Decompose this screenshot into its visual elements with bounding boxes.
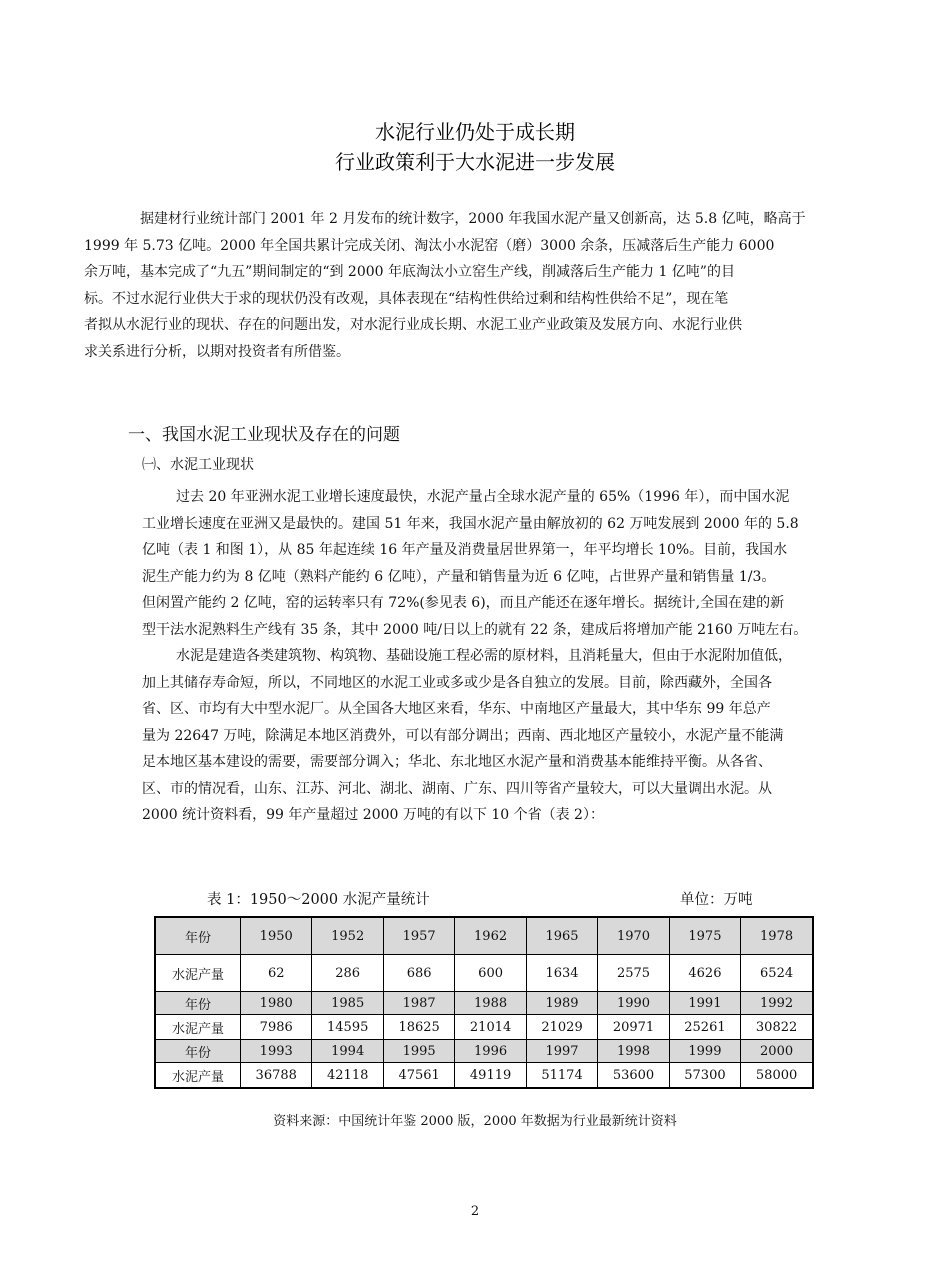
- body-line: 区、市的情况看，山东、江苏、河北、湖北、湖南、广东、四川等省产量较大，可以大量调出水泥。从: [142, 780, 772, 797]
- table-cell: 18625: [383, 1015, 454, 1040]
- table-cell: 1990: [598, 992, 669, 1015]
- body-line: 工业增长速度在亚洲又是最快的。建国 51 年来，我国水泥产量由解放初的 62 万吨发展到 2000 年的 5.8: [142, 515, 799, 532]
- table-cell: 14595: [312, 1015, 383, 1040]
- table-cell: 1980: [241, 992, 312, 1015]
- body-line: 型干法水泥熟料生产线有 35 条，其中 2000 吨/日以上的就有 22 条，建成后将增加产能 2160 万吨左右。: [142, 621, 808, 638]
- intro-line: 据建材行业统计部门 2001 年 2 月发布的统计数字，2000 年我国水泥产量又创新高，达 5.8 亿吨，略高于: [140, 211, 806, 227]
- row-label-value: 水泥产量: [155, 955, 241, 992]
- table-cell: 6524: [741, 955, 813, 992]
- table-row-values: [155, 1063, 813, 1089]
- table-cell: 1987: [383, 992, 454, 1015]
- table-cell: 1995: [383, 1040, 454, 1063]
- document-title-line1: 水泥行业仍处于成长期: [375, 120, 575, 144]
- table-cell: 20971: [598, 1015, 669, 1040]
- intro-line: 求关系进行分析，以期对投资者有所借鉴。: [84, 343, 350, 360]
- table-cell: 1989: [526, 992, 597, 1015]
- table-cell: 1952: [312, 917, 383, 955]
- table-cell: 30822: [741, 1015, 813, 1040]
- table-cell: 49119: [455, 1063, 526, 1089]
- body-line: 但闲置产能约 2 亿吨，窑的运转率只有 72%(参见表 6)，而且产能还在逐年增长。据统计,全国在建的新: [142, 595, 785, 611]
- table-row-years: [155, 1040, 813, 1063]
- table-row-years: [155, 992, 813, 1015]
- table-cell: 1999: [669, 1040, 740, 1063]
- table-cell: 1965: [526, 917, 597, 955]
- table-cell: 286: [312, 955, 383, 992]
- table-cell: 1988: [455, 992, 526, 1015]
- table-row-values: [155, 955, 813, 992]
- table-cell: 1997: [526, 1040, 597, 1063]
- table-cell: 36788: [241, 1063, 312, 1089]
- table-cell: 21014: [455, 1015, 526, 1040]
- cement-production-table: [154, 916, 814, 1089]
- table-row-years: [155, 917, 813, 955]
- section-heading: 一、我国水泥工业现状及存在的问题: [128, 425, 400, 445]
- table-cell: 53600: [598, 1063, 669, 1089]
- intro-line: 者拟从水泥行业的现状、存在的问题出发，对水泥行业成长期、水泥工业产业政策及发展方向、水泥行业供: [84, 317, 742, 333]
- body-paragraphs: [142, 484, 862, 829]
- table-cell: 1985: [312, 992, 383, 1015]
- table-cell: 1992: [741, 992, 813, 1015]
- table-cell: 1994: [312, 1040, 383, 1063]
- table-cell: 4626: [669, 955, 740, 992]
- row-label-year: 年份: [155, 917, 241, 955]
- row-label-year: 年份: [155, 992, 241, 1015]
- intro-line: 标。不过水泥行业供大于求的现状仍没有改观，具体表现在“结构性供给过剩和结构性供给不足”，现在笔: [84, 290, 729, 307]
- subsection-heading: ㈠、水泥工业现状: [142, 457, 254, 473]
- table-cell: 47561: [383, 1063, 454, 1089]
- table-cell: 57300: [669, 1063, 740, 1089]
- table-row-values: [155, 1015, 813, 1040]
- table-source-note: 资料来源：中国统计年鉴 2000 版，2000 年数据为行业最新统计资料: [273, 1114, 677, 1129]
- table-cell: 58000: [741, 1063, 813, 1089]
- table-cell: 1950: [241, 917, 312, 955]
- table-cell: 1957: [383, 917, 454, 955]
- body-line: 水泥是建造各类建筑物、构筑物、基础设施工程必需的原材料，且消耗量大，但由于水泥附加值低，: [176, 648, 792, 664]
- table-cell: 1993: [241, 1040, 312, 1063]
- table-cell: 686: [383, 955, 454, 992]
- body-line: 量为 22647 万吨，除满足本地区消费外，可以有部分调出；西南、西北地区产量较小，水泥产量不能满: [142, 727, 784, 744]
- table-cell: 7986: [241, 1015, 312, 1040]
- document-title-line2: 行业政策利于大水泥进一步发展: [335, 150, 615, 174]
- intro-line: 1999 年 5.73 亿吨。2000 年全国共累计完成关闭、淘汰小水泥窑（磨）3000 余条，压减落后生产能力 6000: [84, 237, 775, 254]
- body-line: 2000 统计资料看，99 年产量超过 2000 万吨的有以下 10 个省（表 2）：: [142, 807, 604, 823]
- table-unit: 单位：万吨: [680, 892, 753, 908]
- table-cell: 1634: [526, 955, 597, 992]
- body-line: 泥生产能力约为 8 亿吨（熟料产能约 6 亿吨），产量和销售量为近 6 亿吨，占世界产量和销售量 1/3。: [142, 568, 776, 585]
- body-line: 过去 20 年亚洲水泥工业增长速度最快，水泥产量占全球水泥产量的 65%（1996 年），而中国水泥: [176, 489, 790, 505]
- table-cell: 42118: [312, 1063, 383, 1089]
- table-caption: 表 1：1950～2000 水泥产量统计: [207, 892, 430, 908]
- body-line: 亿吨（表 1 和图 1），从 85 年起连续 16 年产量及消费量居世界第一，年平均增长 10%。目前，我国水: [142, 542, 788, 558]
- table-cell: 1996: [455, 1040, 526, 1063]
- table-cell: 600: [455, 955, 526, 992]
- table-cell: 62: [241, 955, 312, 992]
- table-cell: 51174: [526, 1063, 597, 1089]
- table-cell: 25261: [669, 1015, 740, 1040]
- table-cell: 21029: [526, 1015, 597, 1040]
- table-cell: 1998: [598, 1040, 669, 1063]
- table-cell: 1991: [669, 992, 740, 1015]
- table-cell: 1970: [598, 917, 669, 955]
- body-line: 足本地区基本建设的需要，需要部分调入；华北、东北地区水泥产量和消费基本能维持平衡。从各省、: [142, 754, 772, 770]
- table-cell: 2575: [598, 955, 669, 992]
- table-cell: 1962: [455, 917, 526, 955]
- table-cell: 2000: [741, 1040, 813, 1063]
- table-cell: 1978: [741, 917, 813, 955]
- table-cell: 1975: [669, 917, 740, 955]
- row-label-value: 水泥产量: [155, 1015, 241, 1040]
- row-label-value: 水泥产量: [155, 1063, 241, 1089]
- intro-paragraph: [84, 206, 860, 365]
- page-number: 2: [470, 1204, 480, 1219]
- row-label-year: 年份: [155, 1040, 241, 1063]
- intro-line: 余万吨，基本完成了“九五”期间制定的“到 2000 年底淘汰小立窑生产线，削减落后生产能力 1 亿吨”的目: [84, 264, 735, 280]
- body-line: 省、区、市均有大中型水泥厂。从全国各大地区来看，华东、中南地区产量最大，其中华东 99 年总产: [142, 701, 771, 717]
- body-line: 加上其储存寿命短，所以，不同地区的水泥工业或多或少是各自独立的发展。目前，除西藏外，全国各: [142, 674, 772, 691]
